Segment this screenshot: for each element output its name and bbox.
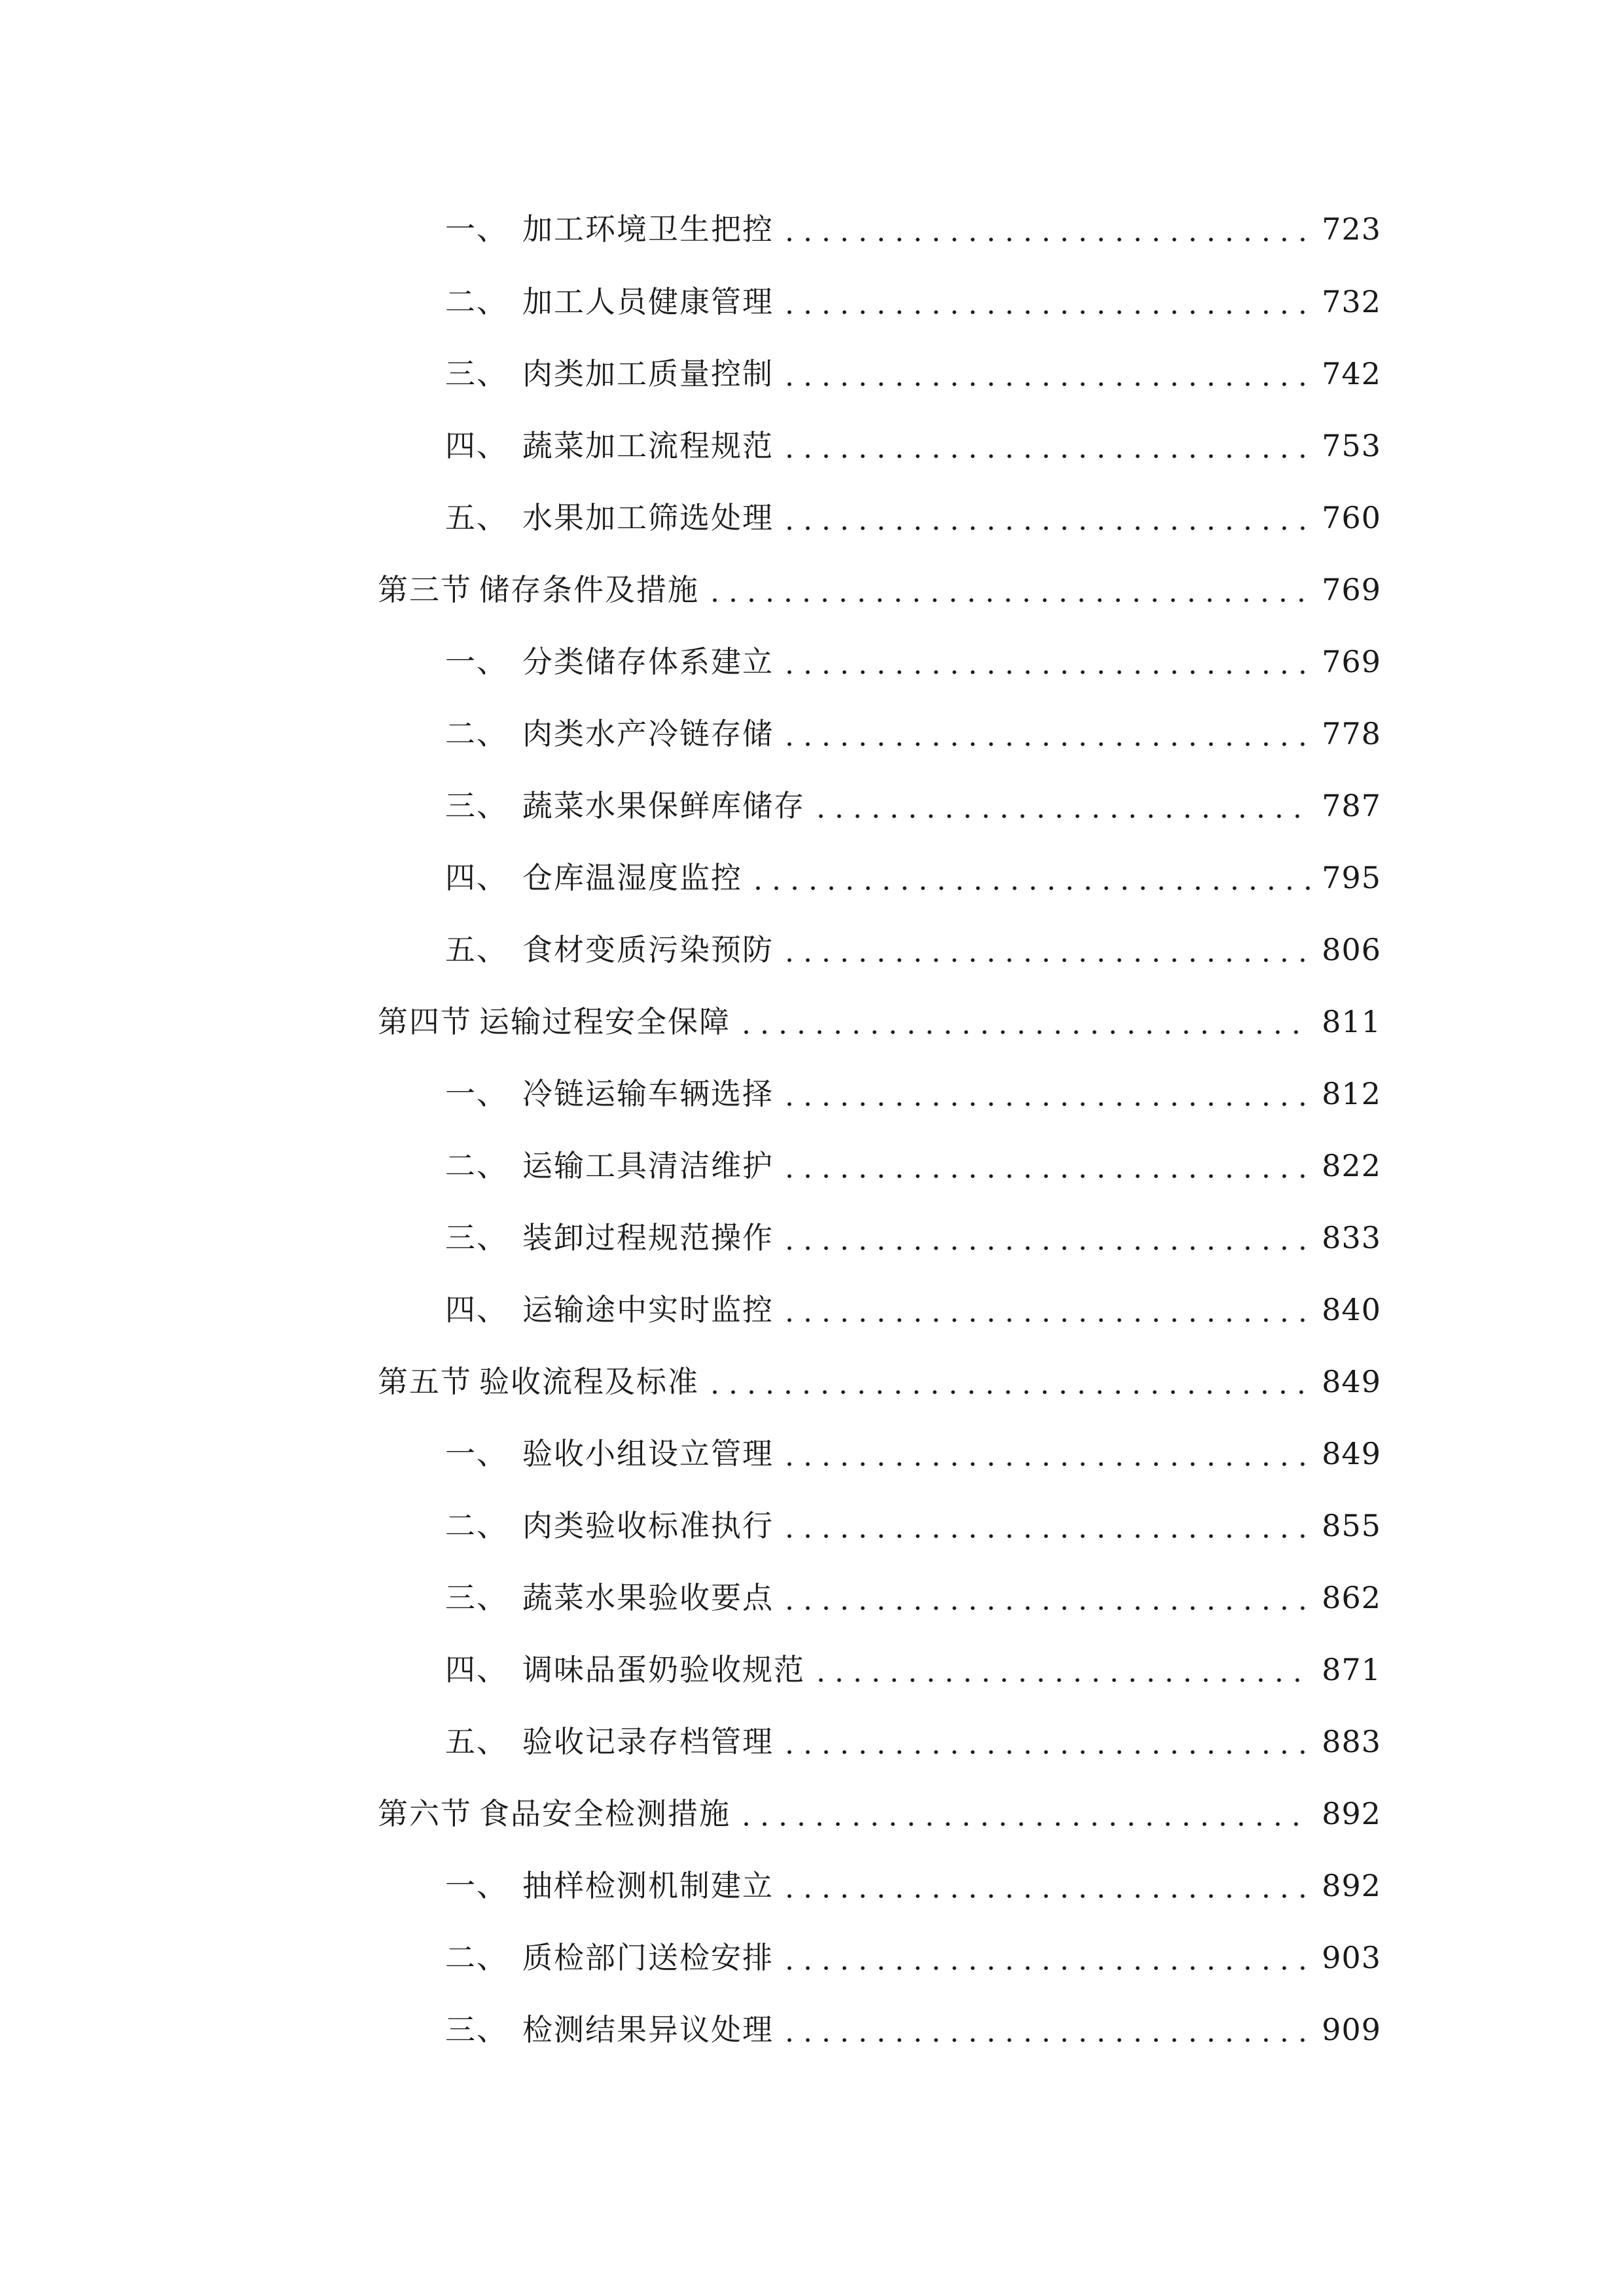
toc-entry[interactable] — [445, 704, 1381, 763]
dot-leader — [706, 560, 1312, 619]
toc-entry-number: 二、 — [445, 1940, 508, 1975]
toc-entry[interactable] — [445, 776, 1381, 835]
toc-entry[interactable] — [445, 416, 1381, 475]
toc-entry[interactable] — [445, 272, 1381, 331]
dot-leader — [780, 1136, 1312, 1195]
dot-leader — [780, 488, 1312, 547]
toc-entry-number: 一、 — [445, 211, 508, 247]
toc-entry-number: 一、 — [445, 1436, 508, 1471]
toc-entry-page: 840 — [1322, 1292, 1381, 1327]
toc-entry-page: 871 — [1322, 1652, 1381, 1687]
toc-entry[interactable] — [445, 1136, 1381, 1195]
toc-entry-title: 检测结果异议处理 — [522, 2012, 774, 2047]
toc-entry-page: 732 — [1322, 284, 1381, 319]
dot-leader — [706, 1352, 1312, 1411]
toc-entry-number: 四、 — [445, 1652, 508, 1687]
toc-entry[interactable] — [445, 1208, 1381, 1267]
dot-leader — [780, 920, 1312, 979]
toc-section-entry[interactable] — [378, 560, 1381, 619]
toc-entry-title: 肉类验收标准执行 — [522, 1508, 774, 1543]
toc-entry-number: 三、 — [445, 1580, 508, 1615]
toc-entry-title: 冷链运输车辆选择 — [522, 1076, 774, 1111]
toc-entry-page: 883 — [1322, 1724, 1381, 1759]
dot-leader — [780, 632, 1312, 691]
toc-entry-title: 加工人员健康管理 — [522, 284, 774, 319]
toc-entry-page: 753 — [1322, 428, 1381, 463]
toc-section-entry[interactable] — [378, 1784, 1381, 1843]
toc-entry-page: 892 — [1322, 1796, 1381, 1831]
toc-entry-page: 795 — [1322, 860, 1381, 895]
toc-entry-page: 822 — [1322, 1148, 1381, 1183]
dot-leader — [780, 1496, 1312, 1555]
dot-leader — [780, 344, 1312, 403]
toc-entry-page: 742 — [1322, 356, 1381, 391]
toc-entry[interactable] — [445, 488, 1381, 547]
toc-entry-page: 787 — [1322, 788, 1381, 823]
toc-section-entry[interactable] — [378, 992, 1381, 1051]
toc-entry-title: 质检部门送检安排 — [522, 1940, 774, 1975]
toc-entry[interactable] — [445, 200, 1381, 259]
dot-leader — [737, 1784, 1312, 1843]
dot-leader — [780, 1856, 1312, 1915]
toc-entry-page: 769 — [1322, 572, 1381, 607]
dot-leader — [780, 272, 1312, 331]
toc-entry-page: 855 — [1322, 1508, 1381, 1543]
toc-entry-title: 储存条件及措施 — [479, 572, 699, 607]
toc-entry[interactable] — [445, 1568, 1381, 1627]
dot-leader — [780, 1280, 1312, 1339]
toc-entry-number: 四、 — [445, 1292, 508, 1327]
dot-leader — [780, 1208, 1312, 1267]
dot-leader — [780, 1712, 1312, 1771]
toc-entry-number: 四、 — [445, 860, 508, 895]
toc-entry-title: 验收记录存档管理 — [522, 1724, 774, 1759]
toc-entry-title: 加工环境卫生把控 — [522, 211, 774, 247]
toc-section-number: 第四节 — [378, 1004, 472, 1039]
dot-leader — [780, 1064, 1312, 1123]
toc-entry-number: 二、 — [445, 1148, 508, 1183]
toc-entry[interactable] — [445, 1064, 1381, 1123]
toc-entry[interactable] — [445, 1712, 1381, 1771]
toc-entry-number: 三、 — [445, 2012, 508, 2047]
toc-entry-title: 运输过程安全保障 — [479, 1004, 731, 1039]
toc-entry-number: 二、 — [445, 1508, 508, 1543]
toc-entry-number: 五、 — [445, 1724, 508, 1759]
toc-entry-page: 760 — [1322, 500, 1381, 535]
toc-entry-number: 一、 — [445, 644, 508, 679]
toc-entry-number: 二、 — [445, 284, 508, 319]
toc-entry[interactable] — [445, 1640, 1381, 1699]
toc-entry-page: 849 — [1322, 1364, 1381, 1399]
toc-entry-page: 862 — [1322, 1580, 1381, 1615]
toc-entry-title: 调味品蛋奶验收规范 — [522, 1652, 805, 1687]
dot-leader — [812, 1640, 1312, 1699]
toc-entry-page: 849 — [1322, 1436, 1381, 1471]
toc-entry-number: 五、 — [445, 500, 508, 535]
toc-section-number: 第三节 — [378, 572, 472, 607]
toc-entry[interactable] — [445, 632, 1381, 691]
dot-leader — [780, 1928, 1312, 1987]
dot-leader — [812, 776, 1312, 835]
toc-entry-title: 验收流程及标准 — [479, 1364, 699, 1399]
toc-section-number: 第五节 — [378, 1364, 472, 1399]
toc-entry-number: 一、 — [445, 1076, 508, 1111]
dot-leader — [780, 2000, 1312, 2059]
toc-entry[interactable] — [445, 1424, 1381, 1483]
toc-entry-title: 运输工具清洁维护 — [522, 1148, 774, 1183]
toc-entry-number: 二、 — [445, 716, 508, 751]
toc-entry-title: 运输途中实时监控 — [522, 1292, 774, 1327]
toc-entry-page: 909 — [1322, 2012, 1381, 2047]
toc-entry-title: 装卸过程规范操作 — [522, 1220, 774, 1255]
toc-entry-page: 778 — [1322, 716, 1381, 751]
toc-entry-title: 肉类水产冷链存储 — [522, 716, 774, 751]
dot-leader — [737, 992, 1312, 1051]
toc-entry-title: 抽样检测机制建立 — [522, 1868, 774, 1903]
toc-entry-number: 一、 — [445, 1868, 508, 1903]
toc-entry-page: 812 — [1322, 1076, 1381, 1111]
toc-entry[interactable] — [445, 1280, 1381, 1339]
toc-entry-page: 769 — [1322, 644, 1381, 679]
toc-entry-page: 892 — [1322, 1868, 1381, 1903]
toc-entry[interactable] — [445, 848, 1381, 907]
toc-entry-page: 806 — [1322, 932, 1381, 967]
toc-entry[interactable] — [445, 920, 1381, 979]
toc-entry-number: 五、 — [445, 932, 508, 967]
toc-entry-page: 723 — [1322, 211, 1381, 247]
toc-entry-page: 903 — [1322, 1940, 1381, 1975]
toc-entry-title: 蔬菜水果验收要点 — [522, 1580, 774, 1615]
toc-entry[interactable] — [445, 1856, 1381, 1915]
toc-entry-page: 811 — [1322, 1004, 1381, 1039]
toc-entry[interactable] — [445, 1928, 1381, 1987]
toc-entry-title: 仓库温湿度监控 — [522, 860, 742, 895]
toc-entry-number: 四、 — [445, 428, 508, 463]
toc-entry-title: 蔬菜加工流程规范 — [522, 428, 774, 463]
toc-entry-title: 食材变质污染预防 — [522, 932, 774, 967]
toc-entry-number: 三、 — [445, 1220, 508, 1255]
toc-section-number: 第六节 — [378, 1796, 472, 1831]
dot-leader — [749, 848, 1312, 907]
dot-leader — [780, 1424, 1312, 1483]
toc-entry[interactable] — [445, 344, 1381, 403]
toc-entry[interactable] — [445, 2000, 1381, 2059]
toc-entry-title: 蔬菜水果保鲜库储存 — [522, 788, 805, 823]
dot-leader — [780, 416, 1312, 475]
toc-section-entry[interactable] — [378, 1352, 1381, 1411]
toc-entry-title: 食品安全检测措施 — [479, 1796, 731, 1831]
dot-leader — [780, 1568, 1312, 1627]
dot-leader — [780, 200, 1312, 259]
toc-entry-title: 肉类加工质量控制 — [522, 356, 774, 391]
dot-leader — [780, 704, 1312, 763]
toc-entry-page: 833 — [1322, 1220, 1381, 1255]
toc-entry-number: 三、 — [445, 356, 508, 391]
toc-entry-title: 水果加工筛选处理 — [522, 500, 774, 535]
toc-entry[interactable] — [445, 1496, 1381, 1555]
toc-entry-title: 分类储存体系建立 — [522, 644, 774, 679]
toc-entry-number: 三、 — [445, 788, 508, 823]
toc-entry-title: 验收小组设立管理 — [522, 1436, 774, 1471]
